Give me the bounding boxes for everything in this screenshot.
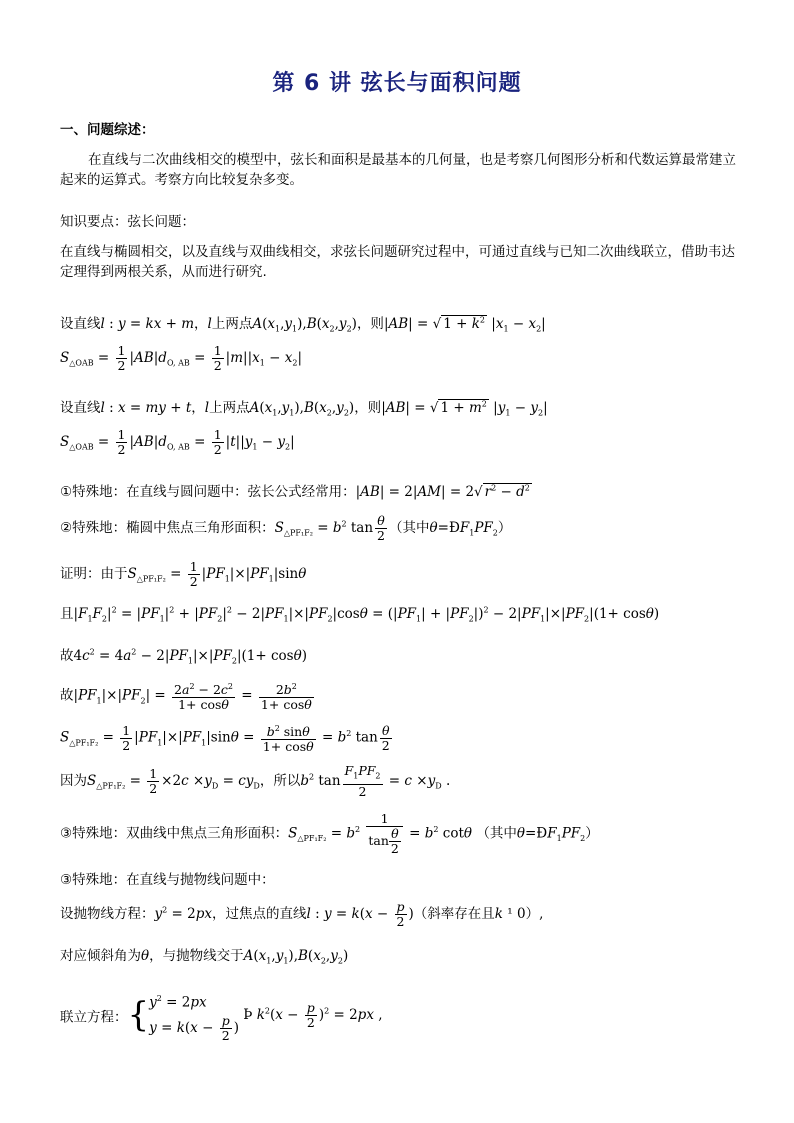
- special-case-hyperbola: ③特殊地：双曲线中焦点三角形面积：$S_{\triangle PF_1F_2} = b^2$ 1 tan $\frac{\theta}{2}$ = $b^2$ cotθ （其中$\theta=ÐF_1PF_2$）: [60, 811, 599, 856]
- parabola-line: 设抛物线方程：$y^2 = 2px$，过焦点的直线l : y = k(x − $\frac{p}{2}$ )（斜率存在且k ¹ 0）,: [60, 899, 544, 929]
- section-heading: 一、问题综述：: [60, 122, 155, 138]
- special-case-parabola: ③特殊地：在直线与抛物线问题中：: [60, 872, 275, 888]
- formula-line-1: 设直线l : y = kx + m，l上两点$A(x_1,y_1),B(x_2,y_2)$，则|AB| = √ $1 + k^2$ $|x_1 - x_2|$: [60, 315, 546, 334]
- special-case-ellipse: ②特殊地：椭圆中焦点三角形面积：$S_{\triangle PF_1F_2} = b^2$ tan $\frac{\theta}{2}$ （其中$\theta=ÐF_1PF_2$）: [60, 513, 512, 543]
- proof-line-4: 故$|PF_1|\times|PF_2|$ = $\frac{2a^2 - 2c^2}{1+ \cos\theta}$ = $\frac{2b^2}{1+ \cos\theta}$: [60, 682, 312, 713]
- proof-line-1: 证明：由于$S_{\triangle PF_1F_2}$ = $\frac{1}{2}$ $|PF_1|\times|PF_1|\sin\theta$: [60, 559, 307, 589]
- formula-line-2: 设直线l : x = my + t，l上两点$A(x_1,y_1),B(x_2,y_2)$，则|AB| = √ $1 + m^2$ $|y_1 - y_2|$: [60, 399, 548, 418]
- intro-paragraph: 在直线与二次曲线相交的模型中，弦长和面积是最基本的几何量，也是考察几何图形分析和代数运算最常建立起来的运算式。考察方向比较复杂多变。: [60, 152, 736, 188]
- formula-area-2: $S_{\triangle OAB}$ = $\frac{1}{2}$ $|AB|d_{O, AB}$ = $\frac{1}{2}$ $|t||y_1 - y_2|$: [60, 427, 295, 457]
- system-equation: 联立方程：{ $y^2 = 2px$ y = k(x − $\frac{p}{2}$ ) Þ $k^2(x$ − $\frac{p}{2}$ )$^2$ = 2px ,: [60, 994, 383, 1043]
- method-paragraph: 在直线与椭圆相交，以及直线与双曲线相交，求弦长问题研究过程中，可通过直线与已知二次曲线联立，借助韦达定理得到两根关系，从而进行研究.: [60, 244, 735, 280]
- proof-line-6: 因为$S_{\triangle PF_1F_2}$ = $\frac{1}{2}$ $\times 2c \times y_D = cy_D$，所以$b^2$ tan $\frac{F_1PF_2}{2}$ = $c \times y_D$ .: [60, 763, 451, 799]
- page-title: 第 6 讲 弦长与面积问题: [272, 71, 522, 96]
- formula-area-1: $S_{\triangle OAB}$ = $\frac{1}{2}$ $|AB|d_{O, AB}$ = $\frac{1}{2}$ $|m||x_1 - x_2|$: [60, 343, 303, 373]
- incline-line: 对应倾斜角为θ，与抛物线交于$A(x_1,y_1),B(x_2,y_2)$: [60, 948, 349, 966]
- special-case-circle: ①特殊地：在直线与圆问题中：弦长公式经常用：|AB| = 2|AM| = 2√ $r^2 - d^2$: [60, 483, 530, 500]
- proof-line-3: 故$4c^2 = 4a^2 - 2|PF_1|\times|PF_2|(1+ \cos\theta)$: [60, 647, 307, 666]
- proof-line-5: $S_{\triangle PF_1F_2}$ = $\frac{1}{2}$ $|PF_1|\times|PF_1|\sin\theta$ = $\frac{b^2 \sin\theta}{1+ \cos\theta}$ = $b^2$ tan $\frac{\theta}{2}$: [60, 722, 390, 755]
- proof-line-2: 且$|F_1F_2|^2 = |PF_1|^2 + |PF_2|^2 - 2|PF_1|\times|PF_2|\cos\theta = (|PF_1| + |PF_2|)^2 - 2|PF_1|\times|PF_2|(1+ \cos\theta)$: [60, 605, 660, 624]
- knowledge-heading: 知识要点：弦长问题：: [60, 214, 195, 230]
